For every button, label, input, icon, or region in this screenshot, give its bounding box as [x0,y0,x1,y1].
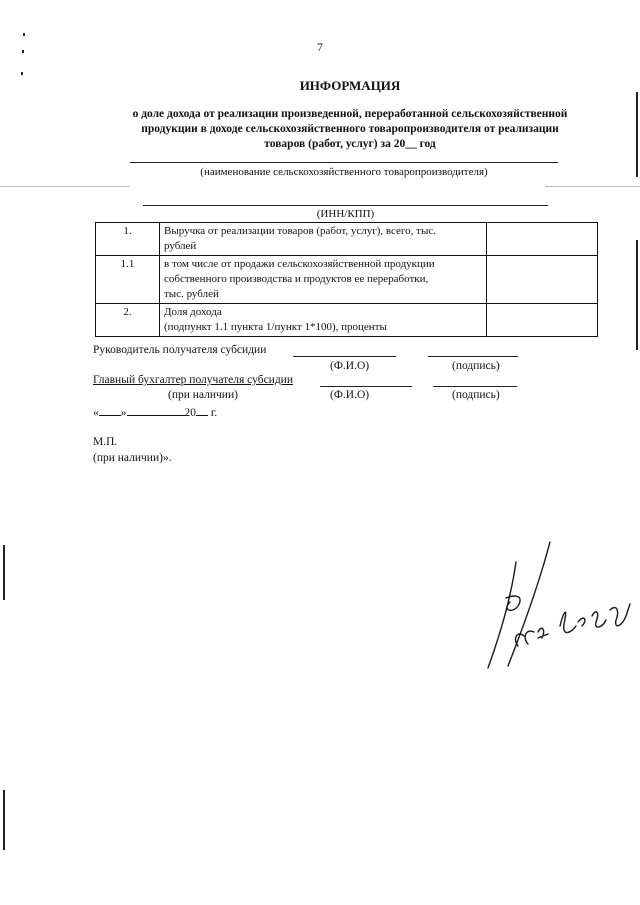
date-suffix: г. [210,407,218,419]
accountant-sign-line [433,386,517,387]
producer-name-line [130,162,558,163]
row-description [160,223,487,256]
row-text-line: Доля дохода [164,306,222,318]
subtitle-line: продукции в доходе сельскохозяйственного товаропроизводителя от реализации [141,123,559,135]
row-text-line: тыс. рублей [164,288,219,300]
head-sign-caption: (подпись) [452,360,500,372]
info-table [95,222,598,337]
row-number: 1. [96,223,160,256]
page-number: 7 [317,40,323,54]
row-text-line: собственного производства и продуктов ее переработки, [164,273,429,285]
row-description [160,304,487,337]
scan-line [545,186,640,187]
head-fio-caption: (Ф.И.О) [330,360,370,372]
seal-note: (при наличии)». [93,452,172,464]
subtitle-line: товаров (работ, услуг) за 20__ год [264,138,436,150]
date-line [93,404,217,419]
inn-line [143,205,548,206]
scan-mark [3,545,5,600]
date-close-quote: » [120,407,127,419]
scan-mark [3,790,5,850]
scan-mark [636,92,638,177]
scan-mark [21,72,23,75]
date-day-blank [99,404,121,416]
row-description [160,256,487,304]
row-number: 1.1 [96,256,160,304]
row-value [487,304,598,337]
date-year-blank [196,404,208,416]
row-text-line: рублей [164,240,197,252]
date-month-blank [127,404,185,416]
producer-caption: (наименование сельскохозяйственного товаропроизводителя) [200,166,488,178]
row-text-line: Выручка от реализации товаров (работ, услуг), всего, тыс. [164,225,437,237]
handwritten-signature [468,540,638,680]
accountant-fio-caption: (Ф.И.О) [330,389,370,401]
table-row [96,223,598,256]
date-year-prefix: 20 [184,407,196,419]
scan-line [0,186,130,187]
subtitle-line: о доле дохода от реализации произведенной, переработанной сельскохозяйственной [132,108,568,120]
table-row [96,304,598,337]
seal-label: М.П. [93,436,118,448]
row-value [487,223,598,256]
accountant-sign-caption: (подпись) [452,389,500,401]
table-row [96,256,598,304]
head-fio-line [293,356,396,357]
accountant-signature-label: Главный бухгалтер получателя субсидии [93,374,293,386]
accountant-fio-line [320,386,412,387]
document-subtitle [100,107,600,152]
inn-caption: (ИНН/КПП) [316,208,375,220]
row-value [487,256,598,304]
row-text-line: (подпункт 1.1 пункта 1/пункт 1*100), проценты [164,321,387,333]
document-title: ИНФОРМАЦИЯ [299,78,401,93]
scan-mark [23,33,25,36]
row-text-line: в том числе от продажи сельскохозяйственной продукции [164,258,435,270]
accountant-if-any-caption: (при наличии) [168,389,238,401]
scan-mark [636,240,638,350]
date-open-quote: « [93,407,99,419]
head-sign-line [428,356,518,357]
head-signature-label: Руководитель получателя субсидии [93,344,267,356]
row-number: 2. [96,304,160,337]
